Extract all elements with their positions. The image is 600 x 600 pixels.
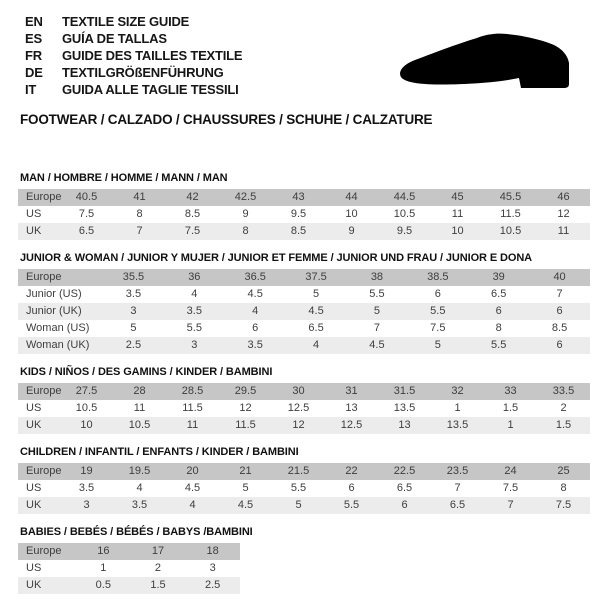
row-label: Europe [26,385,62,397]
size-value: 9.5 [396,225,413,237]
language-code: FR [25,48,42,63]
size-value: 7.5 [78,208,95,220]
size-value: 11.5 [235,419,256,431]
size-conversion-table [18,189,590,240]
row-label: UK [26,499,42,511]
size-value: 0.5 [95,579,111,591]
size-value: 22 [345,465,358,477]
size-value: 8 [136,208,143,220]
size-value: 38.5 [427,271,449,283]
size-value: 7.5 [555,499,572,511]
size-value: 6.5 [78,225,95,237]
size-value: 4 [189,499,196,511]
size-value: 42.5 [234,191,257,203]
row-label: Woman (US) [26,322,90,334]
table-row [18,223,590,240]
row-label: US [26,208,42,220]
size-value: 8.5 [290,225,307,237]
size-value: 2 [560,402,567,414]
size-value: 13 [398,419,411,431]
size-value: 45 [451,191,464,203]
size-value: 29.5 [234,385,257,397]
size-conversion-table [18,543,240,594]
size-value: 9 [242,208,249,220]
size-value: 8 [242,225,249,237]
size-value: 13.5 [393,402,416,414]
size-value: 19 [80,465,93,477]
size-value: 16 [97,545,110,557]
table-row [18,337,590,354]
row-label: Europe [26,545,62,557]
size-value: 7 [556,288,563,300]
table-title: BABIES / BEBÉS / BÉBÉS / BABYS /BAMBINI [20,526,253,538]
size-value: 5 [295,499,302,511]
language-label: TEXTILGRÖßENFÜHRUNG [62,65,224,80]
size-value: 36 [188,271,201,283]
size-value: 5.5 [369,288,385,300]
size-value: 1.5 [502,402,519,414]
size-value: 23.5 [446,465,469,477]
size-value: 21 [239,465,252,477]
table-row [18,560,240,577]
size-value: 10 [345,208,358,220]
size-value: 4.5 [247,288,263,300]
size-value: 43 [292,191,305,203]
size-value: 1.5 [150,579,166,591]
size-value: 35.5 [122,271,145,283]
size-table-man [18,172,590,240]
size-value: 5 [130,322,137,334]
table-row [18,303,590,320]
size-value: 12 [292,419,305,431]
size-value: 37.5 [305,271,327,283]
size-value: 6 [348,482,355,494]
size-value: 30 [292,385,305,397]
size-conversion-table [18,269,590,354]
row-label: UK [26,225,42,237]
size-value: 13 [345,402,358,414]
size-value: 10.5 [393,208,416,220]
size-value: 1.5 [555,419,572,431]
size-value: 3.5 [247,339,263,351]
size-value: 5 [313,288,320,300]
size-value: 6 [252,322,259,334]
size-value: 28 [133,385,146,397]
size-value: 12.5 [340,419,363,431]
language-code: EN [25,14,43,29]
size-value: 17 [151,545,165,557]
size-value: 8.5 [551,322,568,334]
table-row [18,543,240,560]
language-code: ES [25,31,42,46]
language-code: DE [25,65,43,80]
size-value: 4.5 [237,499,254,511]
table-row [18,206,590,223]
size-value: 8 [495,322,502,334]
table-row [18,383,590,400]
language-label: GUÍA DE TALLAS [62,31,167,46]
language-label: GUIDA ALLE TAGLIE TESSILI [62,82,239,97]
size-value: 18 [206,545,219,557]
size-value: 12 [557,208,570,220]
size-value: 39 [492,271,505,283]
size-value: 11 [186,419,199,431]
table-row [18,320,590,337]
size-value: 7 [454,482,461,494]
category-title: FOOTWEAR / CALZADO / CHAUSSURES / SCHUHE / CALZATURE [20,112,433,127]
size-value: 5 [373,305,380,317]
size-value: 33 [504,385,517,397]
row-label: Woman (UK) [26,339,90,351]
size-value: 12.5 [287,402,310,414]
row-label: US [26,402,42,414]
table-title: KIDS / NIÑOS / DES GAMINS / KINDER / BAMBINI [20,366,273,378]
row-label: Europe [26,191,62,203]
table-row [18,269,590,286]
size-value: 3 [130,305,137,317]
size-value: 11.5 [182,402,203,414]
size-value: 46 [557,191,570,203]
size-value: 22.5 [393,465,416,477]
size-value: 6 [495,305,502,317]
size-value: 6 [556,305,563,317]
table-title: JUNIOR & WOMAN / JUNIOR Y MUJER / JUNIOR ET FEMME / JUNIOR UND FRAU / JUNIOR E DONA [20,252,533,264]
size-value: 3 [191,339,198,351]
size-value: 38 [370,271,384,283]
size-value: 28.5 [181,385,204,397]
size-value: 7.5 [430,322,446,334]
size-value: 11 [133,402,146,414]
size-value: 10 [80,419,93,431]
size-value: 13.5 [446,419,469,431]
table-row [18,286,590,303]
size-tables [18,172,590,594]
size-value: 10.5 [499,225,522,237]
size-value: 6.5 [491,288,507,300]
size-value: 7 [507,499,514,511]
language-label: TEXTILE SIZE GUIDE [62,14,190,29]
size-value: 31 [345,385,358,397]
size-value: 44.5 [393,191,416,203]
size-value: 40 [553,271,566,283]
size-value: 27.5 [75,385,98,397]
row-label: Europe [26,465,62,477]
size-value: 42 [186,191,199,203]
size-value: 6 [556,339,563,351]
size-value: 45.5 [499,191,522,203]
dress-shoe-icon [397,30,577,96]
size-value: 24 [504,465,517,477]
size-value: 7 [373,322,380,334]
table-row [18,417,590,434]
size-conversion-table [18,383,590,434]
language-row [25,13,600,30]
size-value: 5 [242,482,249,494]
size-value: 1 [454,402,461,414]
size-value: 44 [345,191,358,203]
row-label: Junior (UK) [26,305,82,317]
size-value: 5.5 [343,499,360,511]
size-value: 3 [209,562,216,574]
size-value: 9 [348,225,355,237]
size-value: 3.5 [186,305,202,317]
table-row [18,189,590,206]
language-label: GUIDE DES TAILLES TEXTILE [62,48,243,63]
size-value: 7 [136,225,143,237]
size-value: 7.5 [184,225,201,237]
table-row [18,577,240,594]
size-value: 5.5 [491,339,507,351]
size-value: 8.5 [184,208,201,220]
size-value: 10 [451,225,464,237]
table-row [18,480,590,497]
size-value: 31.5 [393,385,416,397]
size-value: 41 [133,191,146,203]
size-table-babies [18,526,590,594]
row-label: US [26,562,42,574]
size-value: 1 [100,562,107,574]
size-value: 8 [560,482,567,494]
size-value: 1 [507,419,514,431]
size-value: 6.5 [308,322,324,334]
size-value: 2 [154,562,162,574]
size-table-children [18,446,590,514]
size-conversion-table [18,463,590,514]
size-value: 40.5 [75,191,98,203]
size-value: 4 [252,305,259,317]
size-value: 10.5 [75,402,98,414]
size-table-kids [18,366,590,434]
size-value: 3.5 [131,499,148,511]
size-value: 6.5 [396,482,413,494]
size-value: 11 [557,225,570,237]
size-value: 36.5 [244,271,266,283]
size-value: 5 [434,339,441,351]
size-value: 11 [451,208,464,220]
table-row [18,463,590,480]
size-value: 3.5 [78,482,95,494]
size-value: 4.5 [369,339,385,351]
guide-header [0,0,600,128]
size-value: 4 [313,339,320,351]
size-value: 3.5 [125,288,142,300]
size-value: 4.5 [308,305,324,317]
size-value: 11.5 [500,208,521,220]
size-value: 4 [136,482,143,494]
size-value: 21.5 [287,465,310,477]
language-code: IT [25,82,37,97]
row-label: US [26,482,42,494]
size-value: 6 [401,499,408,511]
table-row [18,497,590,514]
size-value: 12 [239,402,252,414]
size-value: 4 [191,288,198,300]
size-value: 10.5 [128,419,151,431]
size-value: 3 [83,499,90,511]
table-title: CHILDREN / INFANTIL / ENFANTS / KINDER / BAMBINI [20,446,299,458]
size-value: 5.5 [186,322,202,334]
size-value: 6.5 [449,499,466,511]
row-label: UK [26,419,42,431]
size-value: 2.5 [205,579,221,591]
size-value: 20 [186,465,199,477]
size-table-junior-woman [18,252,590,354]
size-value: 7.5 [502,482,519,494]
row-label: UK [26,579,42,591]
size-value: 32 [451,385,464,397]
size-value: 19.5 [128,465,151,477]
size-value: 5.5 [430,305,446,317]
size-value: 25 [557,465,570,477]
row-label: Europe [26,271,62,283]
size-value: 9.5 [290,208,307,220]
row-label: Junior (US) [26,288,82,300]
table-title: MAN / HOMBRE / HOMME / MANN / MAN [20,172,228,184]
table-row [18,400,590,417]
size-value: 5.5 [290,482,307,494]
size-value: 4.5 [184,482,201,494]
size-value: 2.5 [125,339,142,351]
size-value: 33.5 [552,385,575,397]
size-value: 6 [434,288,441,300]
